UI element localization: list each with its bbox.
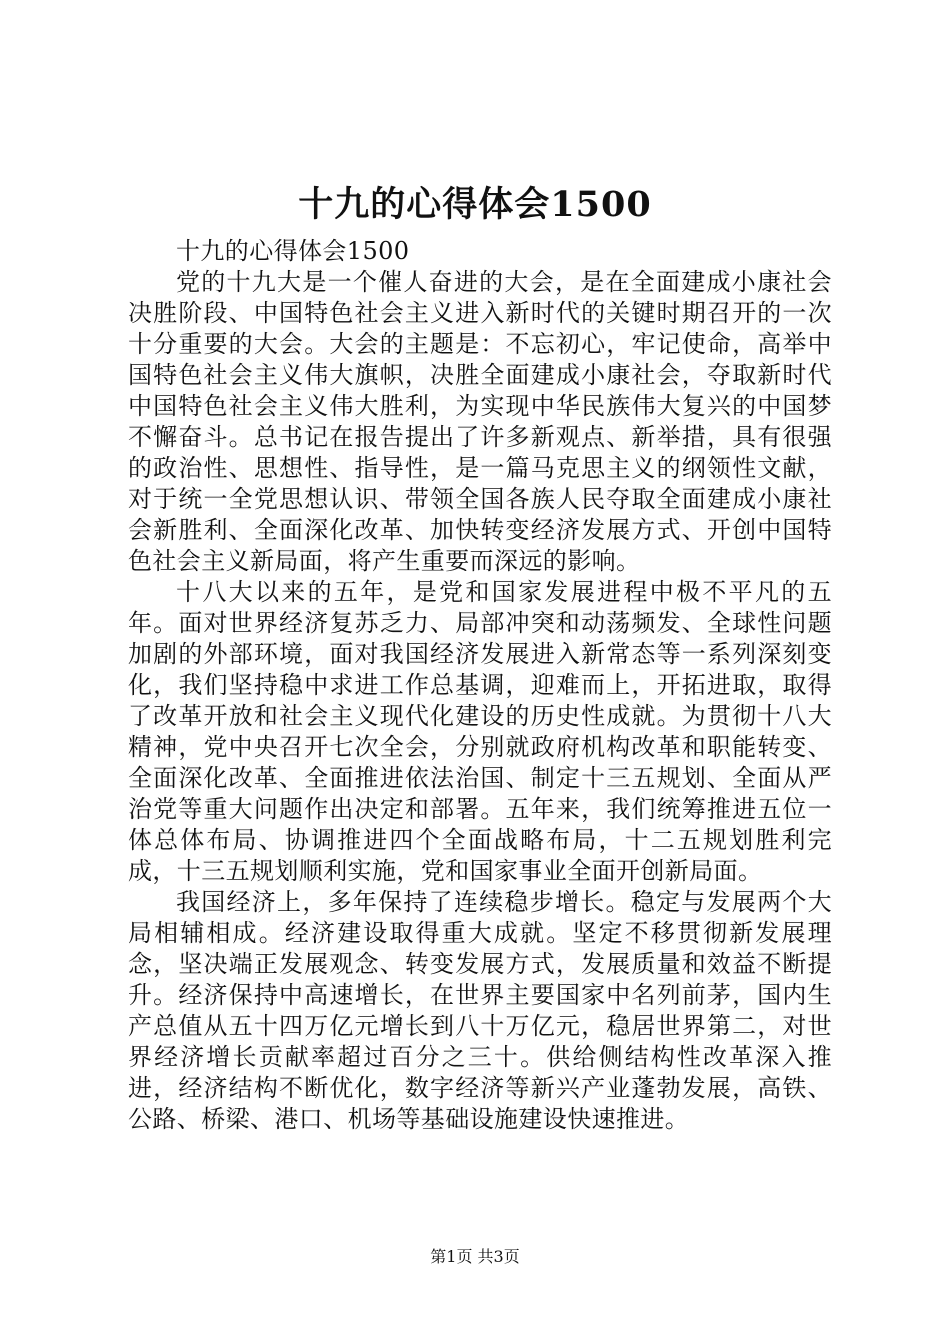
page-number-footer: 第1页 共3页 [430,1247,520,1266]
document-subtitle: 十九的心得体会1500 [176,237,410,265]
document-title: 十九的心得体会1500 [298,184,652,225]
body-paragraph: 我国经济上，多年保持了连续稳步增长。稳定与发展两个大局相辅相成。经济建设取得重大成就。坚定不移贯彻新发展理念，坚决端正发展观念、转变发展方式，发展质量和效益不断提升。经济保持中高速增长，在世界主要国家中名列前茅，国内生产总值从五十四万亿元增长到八十万亿元，稳居世界第二，对世界经济增长贡献率超过百分之三十。供给侧结构性改革深入推进，经济结构不断优化，数字经济等新兴产业蓬勃发展，高铁、公路、桥梁、港口、机场等基础设施建设快速推进。 [128,888,832,1133]
document-body [128,236,832,1135]
body-paragraph: 党的十九大是一个催人奋进的大会，是在全面建成小康社会决胜阶段、中国特色社会主义进入新时代的关键时期召开的一次十分重要的大会。大会的主题是：不忘初心，牢记使命，高举中国特色社会主义伟大旗帜，决胜全面建成小康社会，夺取新时代中国特色社会主义伟大胜利，为实现中华民族伟大复兴的中国梦不懈奋斗。总书记在报告提出了许多新观点、新举措，具有很强的政治性、思想性、指导性，是一篇马克思主义的纲领性文献，对于统一全党思想认识、带领全国各族人民夺取全面建成小康社会新胜利、全面深化改革、加快转变经济发展方式、开创中国特色社会主义新局面，将产生重要而深远的影响。 [128,268,832,575]
body-paragraph: 十八大以来的五年，是党和国家发展进程中极不平凡的五年。面对世界经济复苏乏力、局部冲突和动荡频发、全球性问题加剧的外部环境，面对我国经济发展进入新常态等一系列深刻变化，我们坚持稳中求进工作总基调，迎难而上，开拓进取，取得了改革开放和社会主义现代化建设的历史性成就。为贯彻十八大精神，党中央召开七次全会，分别就政府机构改革和职能转变、全面深化改革、全面推进依法治国、制定十三五规划、全面从严治党等重大问题作出决定和部署。五年来，我们统筹推进五位一体总体布局、协调推进四个全面战略布局，十二五规划胜利完成，十三五规划顺利实施，党和国家事业全面开创新局面。 [128,578,832,885]
